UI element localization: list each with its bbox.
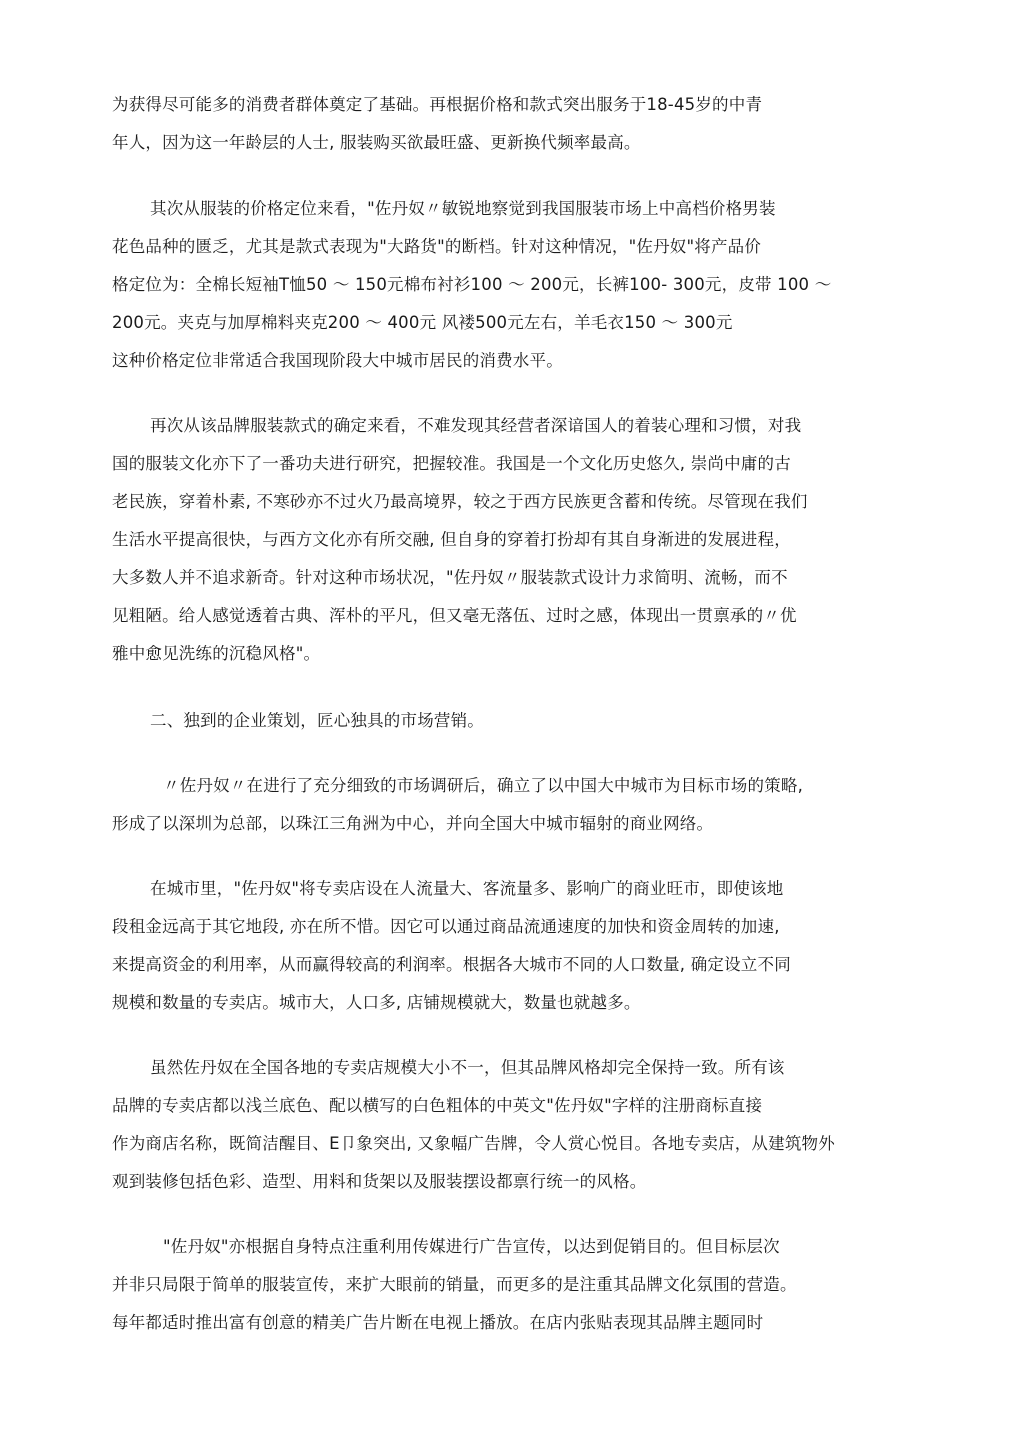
- text-line: 花色品种的匮乏，尤其是款式表现为"大路货"的断档。针对这种情况，"佐丹奴"将产品价: [112, 237, 762, 256]
- text-line: 这种价格定位非常适合我国现阶段大中城市居民的消费水平。: [112, 351, 563, 370]
- text-line: 每年都适时推出富有创意的精美广告片断在电视上播放。在店内张贴表现其品牌主题同时: [112, 1313, 764, 1332]
- text-line: 在城市里，"佐丹奴"将专卖店设在人流量大、客流量多、影响广的商业旺市，即使该地: [150, 879, 784, 898]
- text-line: 规模和数量的专卖店。城市大，人口多, 店铺规模就大，数量也就越多。: [112, 993, 641, 1012]
- section-heading: 二、独到的企业策划，匠心独具的市场营销。: [150, 711, 484, 730]
- text-line: 段租金远高于其它地段, 亦在所不惜。因它可以通过商品流通速度的加快和资金周转的加速,: [112, 917, 780, 936]
- text-line: 为获得尽可能多的消费者群体奠定了基础。再根据价格和款式突出服务于18-45岁的中青: [112, 95, 763, 114]
- text-line: "佐丹奴"亦根据自身特点注重利用传媒进行广告宣传，以达到促销目的。但目标层次: [163, 1237, 780, 1256]
- text-line: 并非只局限于简单的服装宣传，来扩大眼前的销量，而更多的是注重其品牌文化氛围的营造。: [112, 1275, 797, 1294]
- text-line: 来提高资金的利用率，从而赢得较高的利润率。根据各大城市不同的人口数量, 确定设立不同: [112, 955, 791, 974]
- text-line: 再次从该品牌服装款式的确定来看，不难发现其经营者深谙国人的着装心理和习惯，对我: [150, 416, 802, 435]
- text-line: 大多数人并不追求新奇。针对这种市场状况，"佐丹奴〃服装款式设计力求简明、流畅，而不: [112, 568, 788, 587]
- text-line: 观到装修包括色彩、造型、用料和货架以及服装摆设都禀行统一的风格。: [112, 1172, 647, 1191]
- text-line: 其次从服装的价格定位来看，"佐丹奴〃敏锐地察觉到我国服装市场上中高档价格男装: [150, 199, 776, 218]
- text-line: 生活水平提高很快，与西方文化亦有所交融, 但自身的穿着打扮却有其自身渐进的发展进程，: [112, 530, 791, 549]
- text-line: 虽然佐丹奴在全国各地的专卖店规模大小不一，但其品牌风格却完全保持一致。所有该: [150, 1058, 785, 1077]
- text-line: 国的服装文化亦下了一番功夫进行研究，把握较准。我国是一个文化历史悠久, 崇尚中庸的古: [112, 454, 791, 473]
- text-line: 作为商店名称，既简洁醒目、E卩象突出, 又象幅广告牌，令人赏心悦目。各地专卖店，从建筑物外: [112, 1134, 835, 1153]
- text-line: 年人，因为这一年龄层的人士, 服装购买欲最旺盛、更新换代频率最高。: [112, 133, 641, 152]
- text-line: 老民族，穿着朴素, 不寒砂亦不过火乃最高境界，较之于西方民族更含蓄和传统。尽管现在我们: [112, 492, 808, 511]
- text-line: 雅中愈见洗练的沉稳风格"。: [112, 644, 321, 663]
- text-line: 品牌的专卖店都以浅兰底色、配以横写的白色粗体的中英文"佐丹奴"字样的注册商标直接: [112, 1096, 763, 1115]
- text-line: 形成了以深圳为总部，以珠江三角洲为中心，并向全国大中城市辐射的商业网络。: [112, 814, 714, 833]
- text-line: 格定位为：全棉长短袖T恤50 ～ 150元棉布衬衫100 ～ 200元，长裤100- 300元，皮带 100 ～: [112, 275, 832, 294]
- text-line: 〃佐丹奴〃在进行了充分细致的市场调研后，确立了以中国大中城市为目标市场的策略,: [163, 776, 804, 795]
- text-line: 200元。夹克与加厚棉料夹克200 ～ 400元 风褛500元左右，羊毛衣150 ～ 300元: [112, 313, 733, 332]
- text-line: 见粗陋。给人感觉透着古典、浑朴的平凡，但又毫无落伍、过时之感，体现出一贯禀承的〃优: [112, 606, 797, 625]
